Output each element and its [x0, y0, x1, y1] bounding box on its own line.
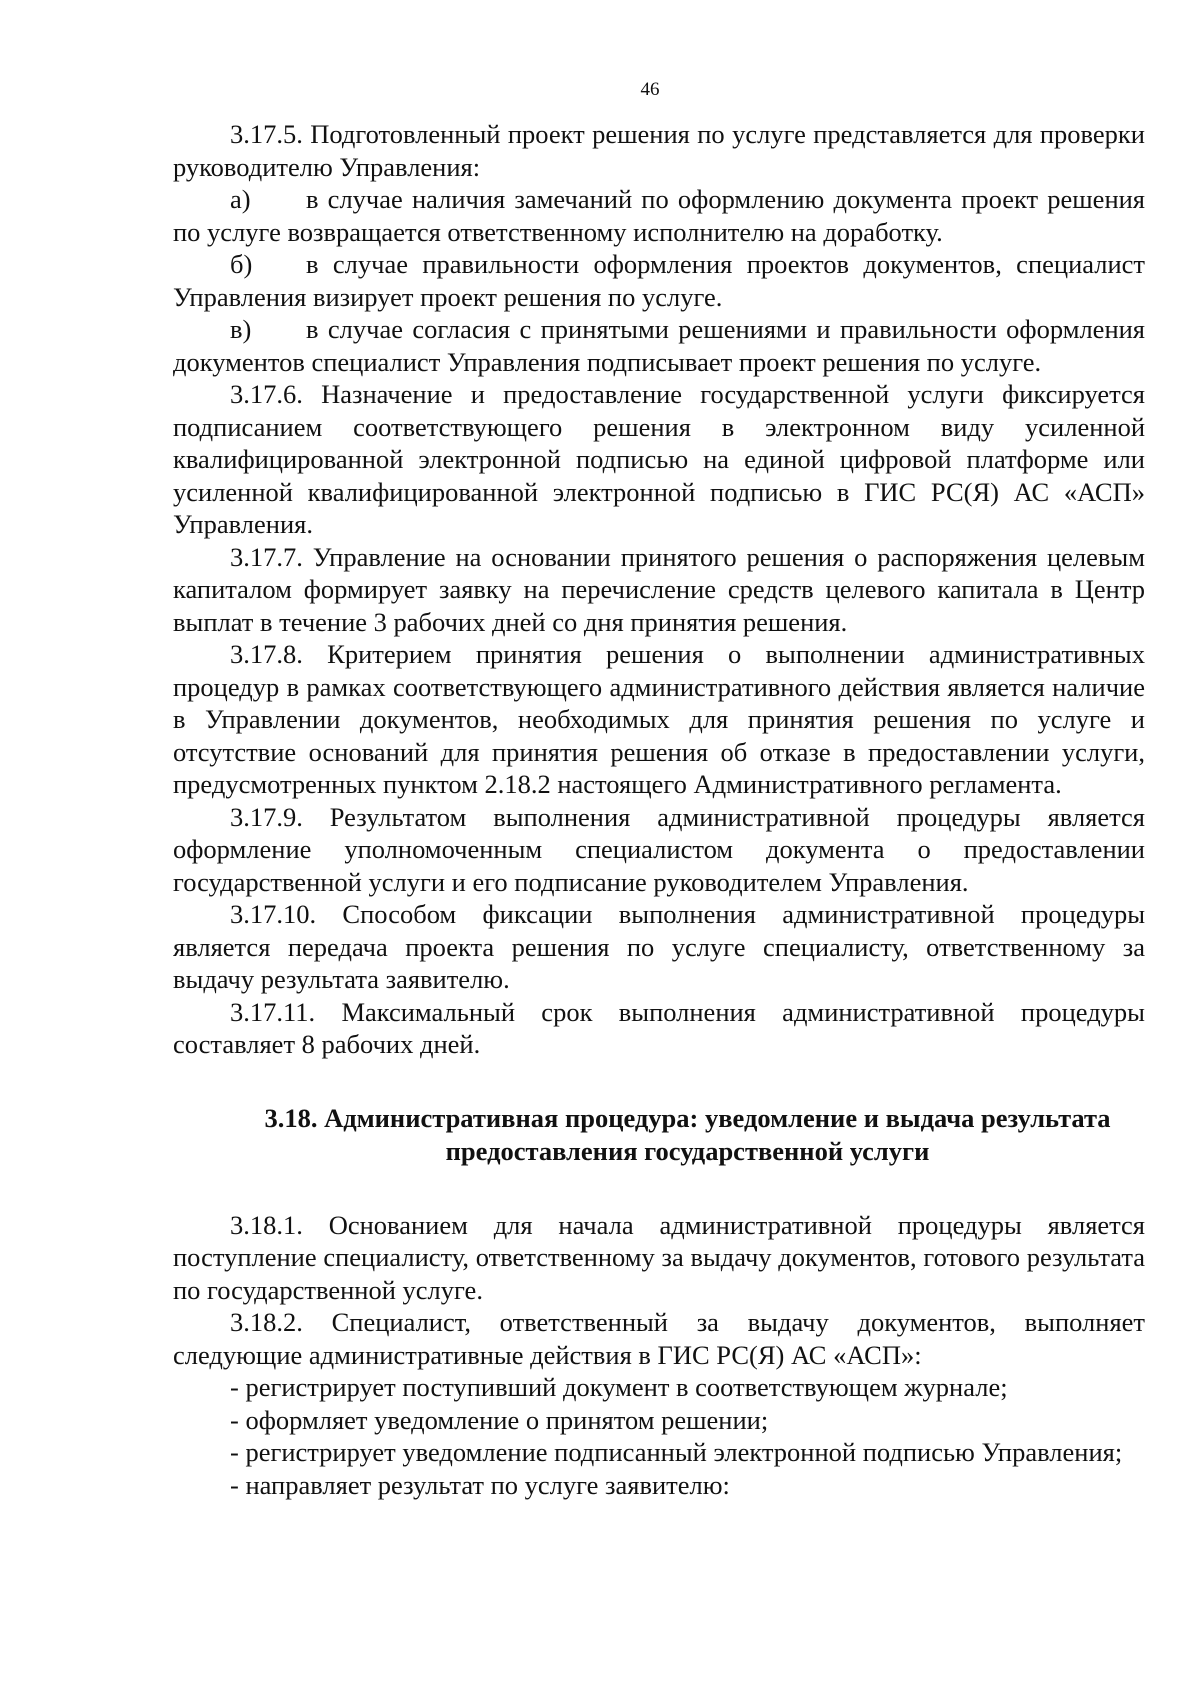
list-item-text: в случае наличия замечаний по оформлению документа проект решения по услуге возвращается ответственному исполнителю на доработку.	[173, 184, 1145, 247]
list-item-text: в случае согласия с принятыми решениями и правильности оформления документов специалист Управления подписывает проект решения по услуге.	[173, 314, 1145, 377]
dash-list-item: - регистрирует уведомление подписанный электронной подписью Управления;	[230, 1437, 1123, 1467]
list-marker: в)	[230, 314, 252, 344]
paragraph-3-17-6: 3.17.6. Назначение и предоставление государственной услуги фиксируется подписанием соответствующего решения в электронном виду усиленной квалифицированной электронной подписью на единой цифровой платформе или усиленной квалифицированной электронной подписью в ГИС РС(Я) АС «АСП» Управления.	[173, 379, 1145, 539]
section-heading-3-18	[173, 1102, 1145, 1168]
list-marker: а)	[230, 184, 251, 214]
dash-list-item: - направляет результат по услуге заявителю:	[230, 1469, 730, 1500]
section-heading-line: предоставления государственной услуги	[445, 1135, 930, 1166]
dash-list-item: - регистрирует поступивший документ в соответствующем журнале;	[230, 1372, 1008, 1402]
paragraph-3-17-10: 3.17.10. Способом фиксации выполнения административной процедуры является передача проекта решения по услуге специалисту, ответственному за выдачу результата заявителю.	[173, 899, 1145, 994]
list-item-text: в случае правильности оформления проектов документов, специалист Управления визирует проект решения по услуге.	[173, 249, 1145, 312]
list-item-v	[173, 313, 1145, 378]
paragraph-3-18-1: 3.18.1. Основанием для начала административной процедуры является поступление специалисту, ответственному за выдачу документов, готового результата по государственной услуге.	[173, 1209, 1145, 1305]
dash-list-item: - оформляет уведомление о принятом решении;	[230, 1404, 769, 1435]
list-item-b	[173, 248, 1145, 313]
section-heading-line: 3.18. Административная процедура: уведомление и выдача результата	[264, 1102, 1111, 1133]
paragraph-3-17-8: 3.17.8. Критерием принятия решения о выполнении административных процедур в рамках соответствующего административного действия является наличие в Управлении документов, необходимых для принятия решения по услуге и отсутствие оснований для принятия решения об отказе в предоставлении услуги, предусмотренных пунктом 2.18.2 настоящего Административного регламента.	[173, 639, 1145, 799]
paragraph-3-18-2: 3.18.2. Специалист, ответственный за выдачу документов, выполняет следующие административные действия в ГИС РС(Я) АС «АСП»:	[173, 1307, 1145, 1370]
list-item-a	[173, 183, 1145, 248]
paragraph-3-17-9: 3.17.9. Результатом выполнения административной процедуры является оформление уполномоченным специалистом документа о предоставлении государственной услуги и его подписание руководителем Управления.	[173, 801, 1145, 897]
document-body	[173, 118, 1145, 1501]
list-marker: б)	[230, 249, 253, 279]
paragraph-3-17-7: 3.17.7. Управление на основании принятого решения о распоряжения целевым капиталом формирует заявку на перечисление средств целевого капитала в Центр выплат в течение 3 рабочих дней со дня принятия решения.	[173, 541, 1145, 637]
paragraph-3-17-5: 3.17.5. Подготовленный проект решения по услуге представляется для проверки руководителю Управления:	[173, 119, 1145, 182]
page-number: 46	[640, 79, 660, 100]
paragraph-3-17-11: 3.17.11. Максимальный срок выполнения административной процедуры составляет 8 рабочих дней.	[173, 996, 1145, 1059]
